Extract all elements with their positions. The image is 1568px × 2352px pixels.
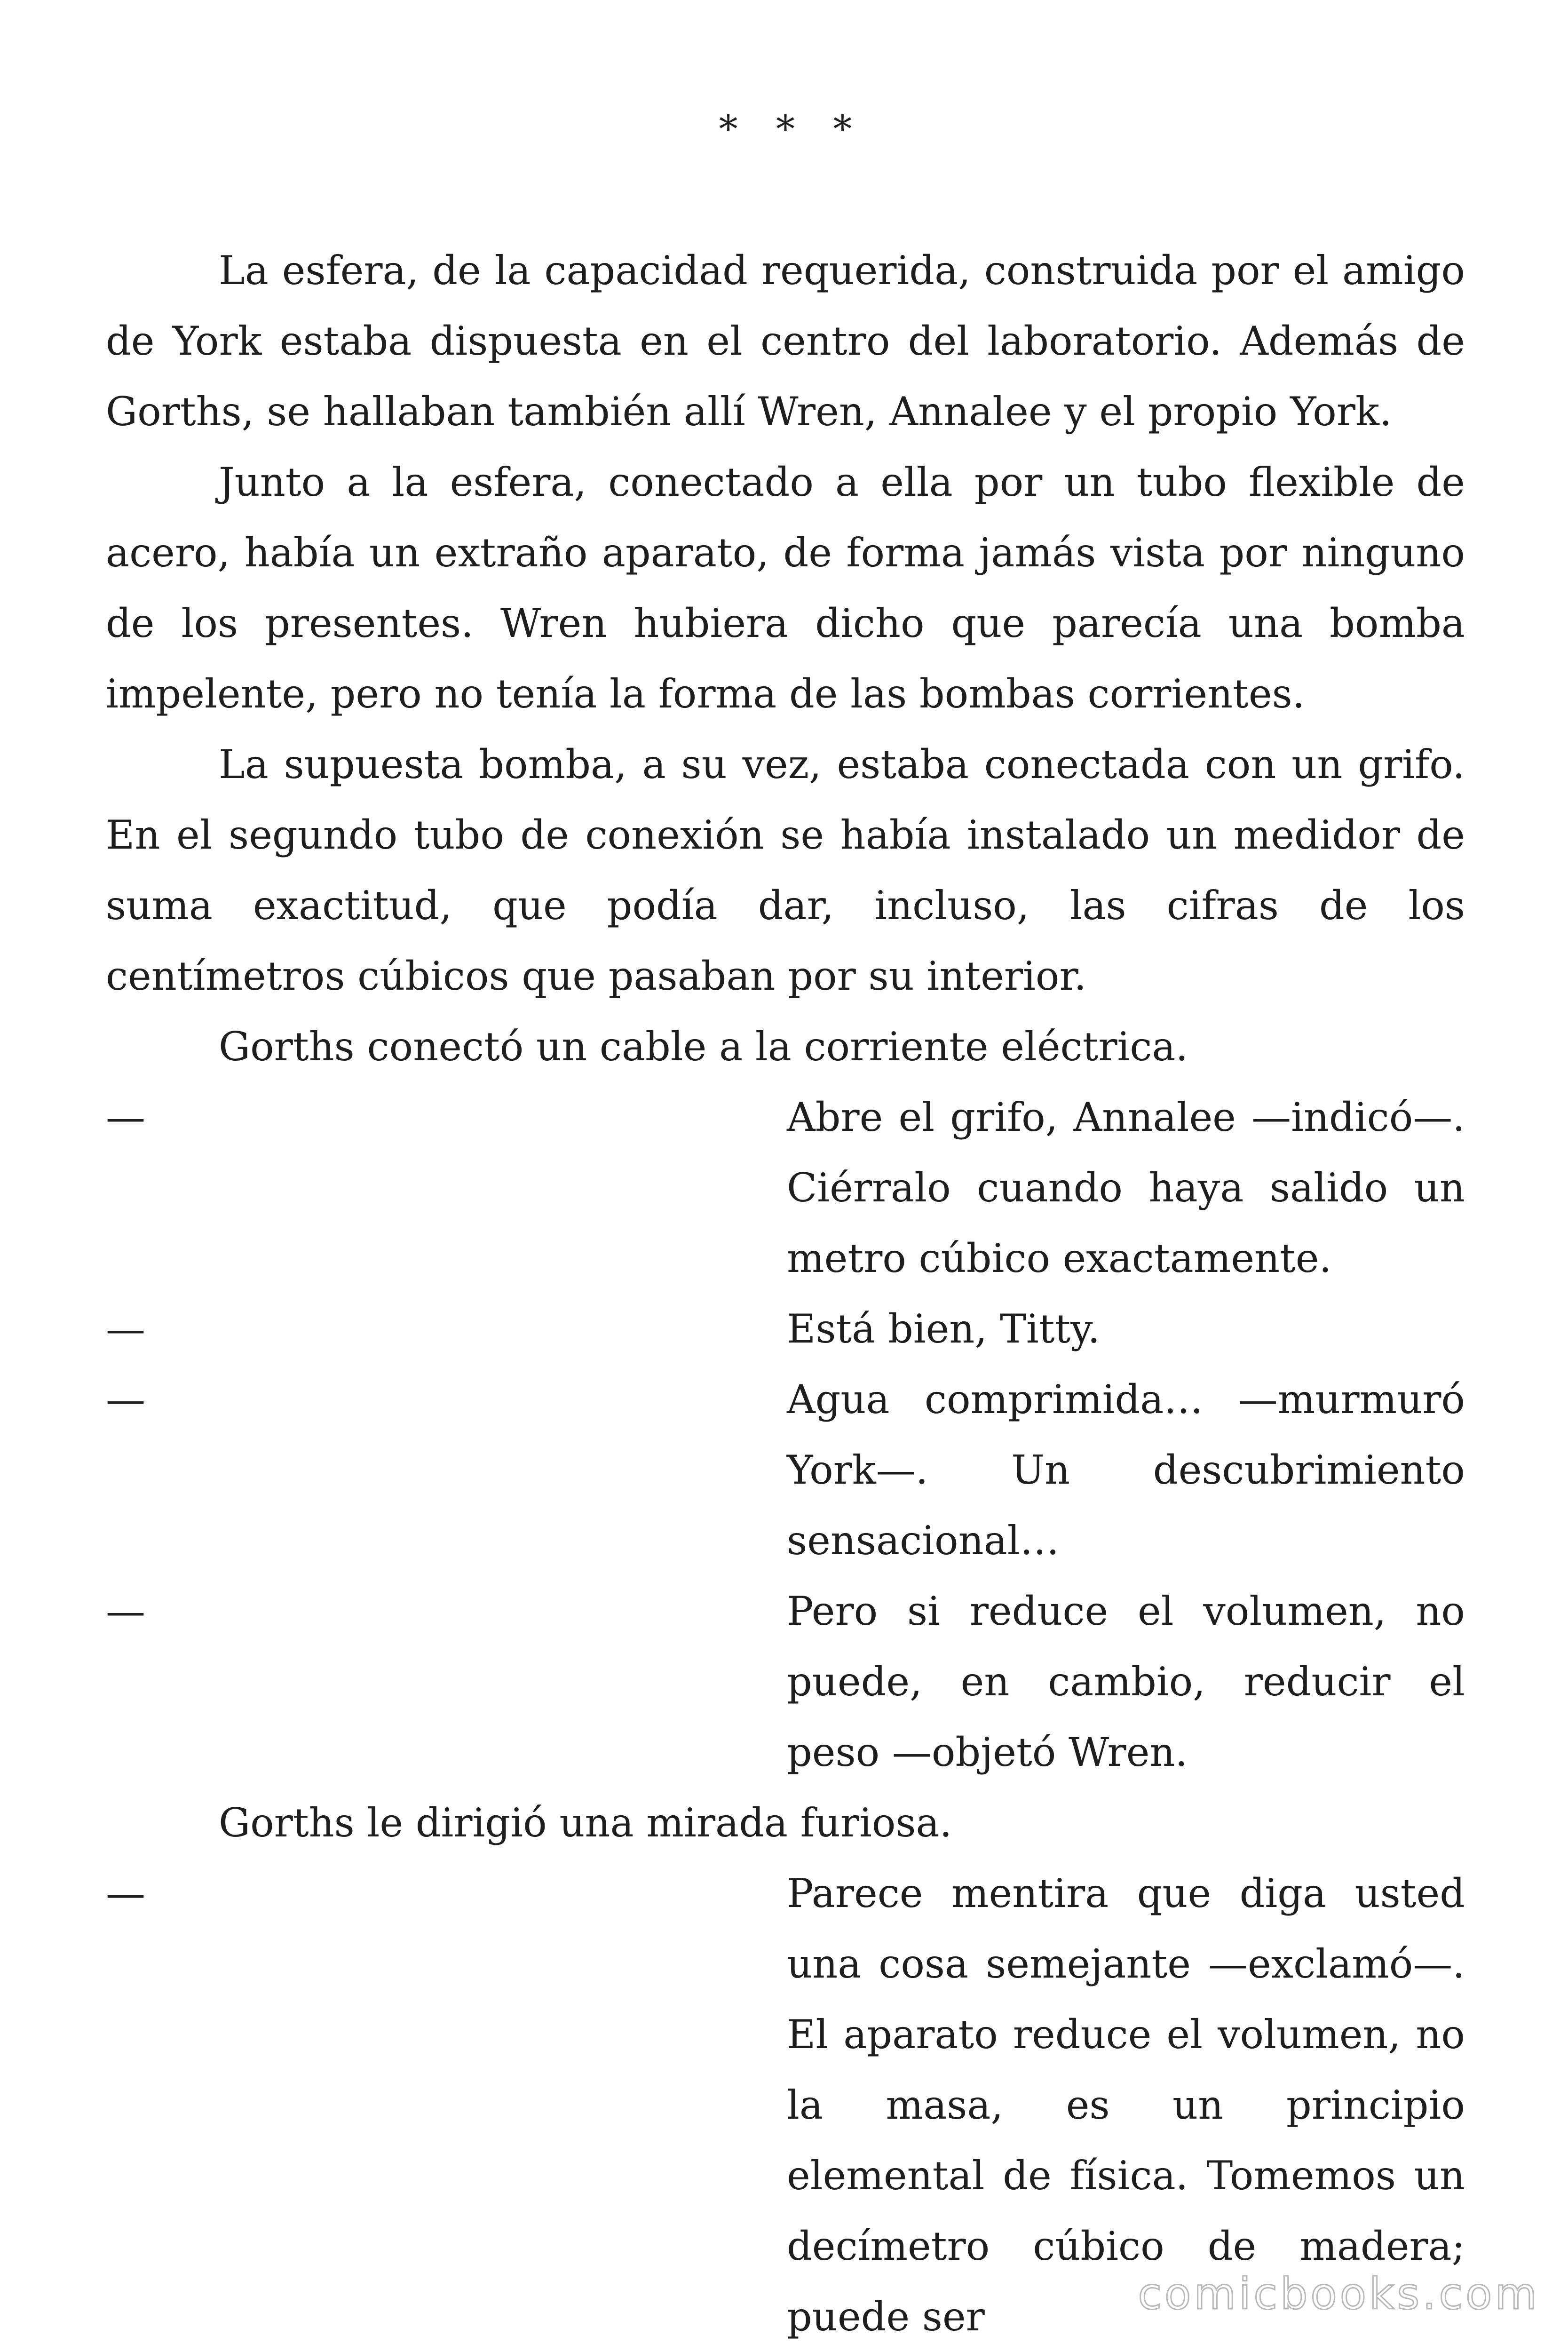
dialogue-line — [106, 1294, 1465, 1364]
section-separator: * * * — [719, 107, 865, 151]
dialogue-dash: — — [106, 1376, 145, 1422]
dialogue-text: Abre el grifo, Annalee —indicó—. Ciérralo cuando haya salido un metro cúbico exactamente. — [787, 1094, 1465, 1281]
dialogue-dash: — — [106, 1094, 145, 1140]
dialogue-dash: — — [106, 1870, 145, 1916]
dialogue-line — [106, 1082, 1465, 1294]
paragraph: Junto a la esfera, conectado a ella por un tubo flexible de acero, había un extraño aparato, de forma jamás vista por ninguno de los presentes. Wren hubiera dicho que parecía una bomba impelente, pero no tenía la forma de las bombas corrientes. — [106, 459, 1465, 717]
blank-line — [106, 165, 1465, 235]
dialogue-text: Agua comprimida… —murmuró York—. Un descubrimiento sensacional… — [787, 1376, 1465, 1564]
dialogue-line — [106, 1364, 1465, 1576]
dialogue-dash: — — [106, 1306, 145, 1352]
watermark-logo: comicbooks.com — [1138, 2269, 1540, 2319]
dialogue-dash: — — [106, 1588, 145, 1634]
page-body — [106, 94, 1465, 2352]
dialogue-line — [106, 1576, 1465, 1788]
paragraph: Gorths le dirigió una mirada furiosa. — [219, 1800, 952, 1846]
dialogue-text: Parece mentira que diga usted una cosa semejante —exclamó—. El aparato reduce el volumen, no la masa, es un principio elemental de física. Tomemos un decímetro cúbico de madera; puede ser — [787, 1870, 1465, 2340]
paragraph: Gorths conectó un cable a la corriente eléctrica. — [219, 1024, 1188, 1070]
dialogue-text: Pero si reduce el volumen, no puede, en cambio, reducir el peso —objetó Wren. — [787, 1588, 1465, 1775]
dialogue-text: Está bien, Titty. — [787, 1306, 1101, 1352]
paragraph: La esfera, de la capacidad requerida, construida por el amigo de York estaba dispuesta en el centro del laboratorio. Además de Gorths, se hallaban también allí Wren, Annalee y el propio York. — [106, 247, 1465, 435]
paragraph: La supuesta bomba, a su vez, estaba conectada con un grifo. En el segundo tubo de conexión se había instalado un medidor de suma exactitud, que podía dar, incluso, las cifras de los centímetros cúbicos que pasaban por su interior. — [106, 741, 1465, 999]
